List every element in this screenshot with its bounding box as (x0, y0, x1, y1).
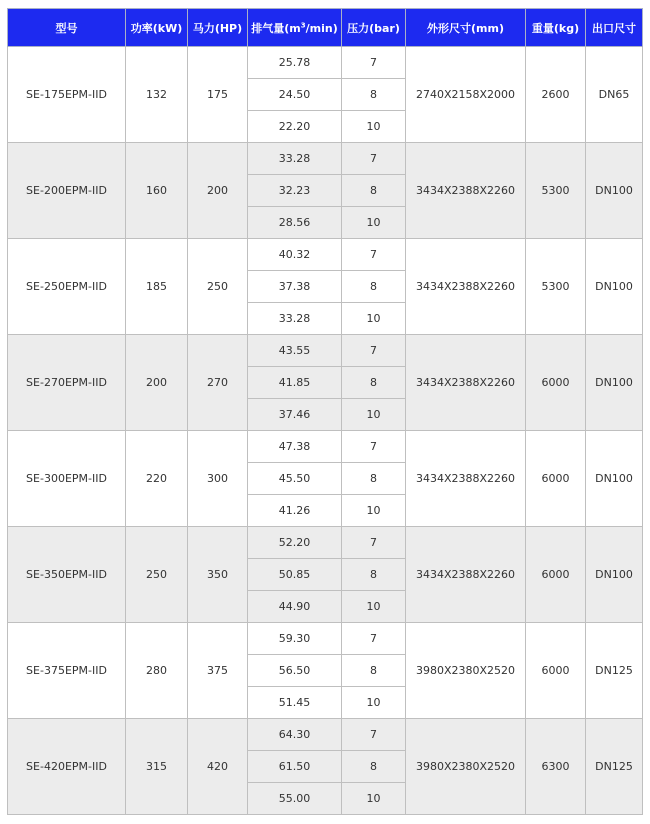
pressure-cell: 7 (342, 239, 406, 271)
airflow-cell: 56.50 (248, 655, 342, 687)
pressure-cell: 7 (342, 143, 406, 175)
pressure-cell: 7 (342, 527, 406, 559)
header-weight: 重量(kg) (526, 9, 586, 47)
horsepower-cell: 350 (188, 527, 248, 623)
pressure-cell: 7 (342, 431, 406, 463)
pressure-cell: 8 (342, 79, 406, 111)
header-horsepower: 马力(HP) (188, 9, 248, 47)
header-airflow (248, 9, 342, 47)
dimensions-cell: 3434X2388X2260 (406, 143, 526, 239)
airflow-cell: 40.32 (248, 239, 342, 271)
header-dimensions: 外形尺寸(mm) (406, 9, 526, 47)
header-airflow-sup: 3 (300, 20, 306, 29)
airflow-cell: 52.20 (248, 527, 342, 559)
table-row (8, 527, 643, 559)
dimensions-cell: 3980X2380X2520 (406, 623, 526, 719)
weight-cell: 6000 (526, 335, 586, 431)
power-cell: 185 (126, 239, 188, 335)
airflow-cell: 59.30 (248, 623, 342, 655)
horsepower-cell: 270 (188, 335, 248, 431)
dimensions-cell: 3434X2388X2260 (406, 527, 526, 623)
dimensions-cell: 2740X2158X2000 (406, 47, 526, 143)
table-row (8, 335, 643, 367)
horsepower-cell: 250 (188, 239, 248, 335)
pressure-cell: 7 (342, 623, 406, 655)
table-body (8, 47, 643, 815)
airflow-cell: 64.30 (248, 719, 342, 751)
header-model: 型号 (8, 9, 126, 47)
pressure-cell: 10 (342, 495, 406, 527)
model-cell: SE-300EPM-IID (8, 431, 126, 527)
outlet-cell: DN65 (586, 47, 643, 143)
horsepower-cell: 420 (188, 719, 248, 815)
airflow-cell: 37.38 (248, 271, 342, 303)
weight-cell: 2600 (526, 47, 586, 143)
airflow-cell: 55.00 (248, 783, 342, 815)
pressure-cell: 8 (342, 559, 406, 591)
weight-cell: 5300 (526, 143, 586, 239)
power-cell: 280 (126, 623, 188, 719)
airflow-cell: 41.26 (248, 495, 342, 527)
weight-cell: 6000 (526, 623, 586, 719)
pressure-cell: 8 (342, 751, 406, 783)
pressure-cell: 7 (342, 719, 406, 751)
pressure-cell: 10 (342, 303, 406, 335)
pressure-cell: 8 (342, 271, 406, 303)
dimensions-cell: 3980X2380X2520 (406, 719, 526, 815)
airflow-cell: 33.28 (248, 303, 342, 335)
airflow-cell: 25.78 (248, 47, 342, 79)
outlet-cell: DN100 (586, 143, 643, 239)
pressure-cell: 10 (342, 687, 406, 719)
header-airflow-suffix: /min) (305, 21, 338, 35)
outlet-cell: DN100 (586, 335, 643, 431)
horsepower-cell: 175 (188, 47, 248, 143)
outlet-cell: DN125 (586, 719, 643, 815)
weight-cell: 6000 (526, 527, 586, 623)
dimensions-cell: 3434X2388X2260 (406, 239, 526, 335)
pressure-cell: 10 (342, 399, 406, 431)
pressure-cell: 10 (342, 591, 406, 623)
table-row (8, 143, 643, 175)
airflow-cell: 47.38 (248, 431, 342, 463)
airflow-cell: 33.28 (248, 143, 342, 175)
airflow-cell: 37.46 (248, 399, 342, 431)
airflow-cell: 61.50 (248, 751, 342, 783)
airflow-cell: 51.45 (248, 687, 342, 719)
table-row (8, 431, 643, 463)
pressure-cell: 8 (342, 175, 406, 207)
airflow-cell: 32.23 (248, 175, 342, 207)
power-cell: 160 (126, 143, 188, 239)
model-cell: SE-350EPM-IID (8, 527, 126, 623)
pressure-cell: 10 (342, 783, 406, 815)
power-cell: 132 (126, 47, 188, 143)
table-row (8, 623, 643, 655)
weight-cell: 5300 (526, 239, 586, 335)
model-cell: SE-250EPM-IID (8, 239, 126, 335)
outlet-cell: DN100 (586, 239, 643, 335)
model-cell: SE-270EPM-IID (8, 335, 126, 431)
horsepower-cell: 375 (188, 623, 248, 719)
outlet-cell: DN100 (586, 527, 643, 623)
model-cell: SE-420EPM-IID (8, 719, 126, 815)
power-cell: 315 (126, 719, 188, 815)
table-row (8, 47, 643, 79)
airflow-cell: 44.90 (248, 591, 342, 623)
header-outlet: 出口尺寸 (586, 9, 643, 47)
weight-cell: 6300 (526, 719, 586, 815)
header-pressure: 压力(bar) (342, 9, 406, 47)
dimensions-cell: 3434X2388X2260 (406, 335, 526, 431)
airflow-cell: 24.50 (248, 79, 342, 111)
pressure-cell: 7 (342, 335, 406, 367)
power-cell: 200 (126, 335, 188, 431)
model-cell: SE-175EPM-IID (8, 47, 126, 143)
power-cell: 220 (126, 431, 188, 527)
outlet-cell: DN100 (586, 431, 643, 527)
airflow-cell: 28.56 (248, 207, 342, 239)
pressure-cell: 8 (342, 367, 406, 399)
airflow-cell: 43.55 (248, 335, 342, 367)
airflow-cell: 22.20 (248, 111, 342, 143)
pressure-cell: 8 (342, 655, 406, 687)
horsepower-cell: 200 (188, 143, 248, 239)
outlet-cell: DN125 (586, 623, 643, 719)
header-power: 功率(kW) (126, 9, 188, 47)
airflow-cell: 41.85 (248, 367, 342, 399)
header-airflow-prefix: 排气量(m (251, 21, 301, 35)
power-cell: 250 (126, 527, 188, 623)
horsepower-cell: 300 (188, 431, 248, 527)
pressure-cell: 10 (342, 207, 406, 239)
spec-table (7, 8, 643, 815)
header-row (8, 9, 643, 47)
table-row (8, 719, 643, 751)
weight-cell: 6000 (526, 431, 586, 527)
dimensions-cell: 3434X2388X2260 (406, 431, 526, 527)
table-row (8, 239, 643, 271)
airflow-cell: 50.85 (248, 559, 342, 591)
airflow-cell: 45.50 (248, 463, 342, 495)
model-cell: SE-200EPM-IID (8, 143, 126, 239)
model-cell: SE-375EPM-IID (8, 623, 126, 719)
pressure-cell: 10 (342, 111, 406, 143)
pressure-cell: 8 (342, 463, 406, 495)
pressure-cell: 7 (342, 47, 406, 79)
